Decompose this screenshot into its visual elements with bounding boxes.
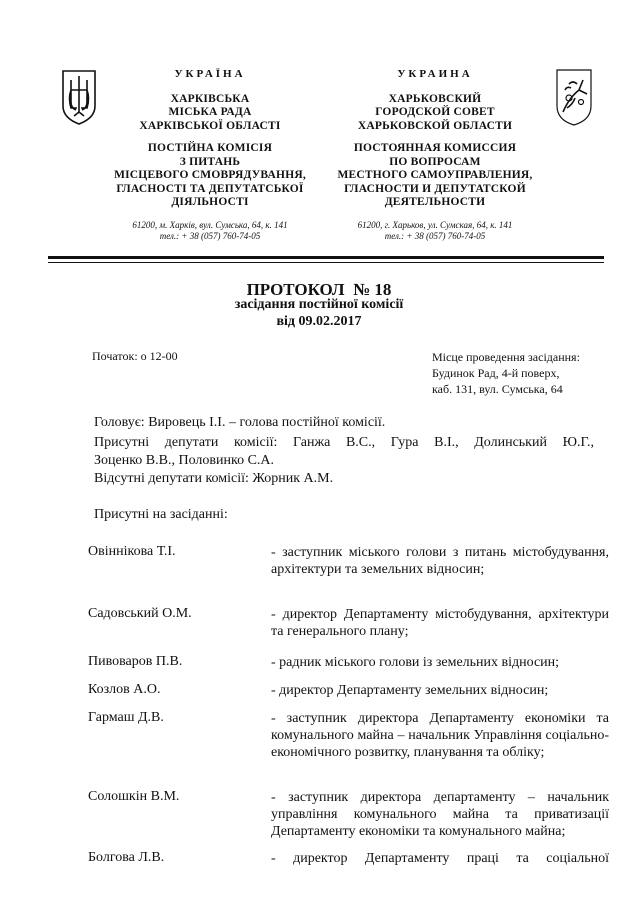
start-time: Початок: о 12-00: [92, 349, 178, 363]
commission-line: МЕСТНОГО САМОУПРАВЛЕНИЯ,: [337, 169, 533, 181]
attendee-role: - заступник директора департаменту – начальник управління комунального майна та приватизації Департаменту економіки та комунального майна;: [271, 790, 609, 839]
protocol-title: ПРОТОКОЛ № 18: [246, 280, 392, 299]
header-right: [330, 68, 540, 242]
commission-line: МІСЦЕВОГО СМОВРЯДУВАННЯ,: [114, 169, 306, 181]
commission-line: ДЕЯТЕЛЬНОСТИ: [384, 196, 486, 208]
council-line: ХАРЬКОВСКОЙ ОБЛАСТИ: [357, 119, 513, 132]
place-line: Будинок Рад, 4-й поверх,: [432, 366, 560, 380]
protocol-subtitle: засідання постійної комісії: [234, 297, 404, 312]
commission-line: ПО ВОПРОСАМ: [389, 155, 481, 168]
council-line: ХАРКІВСЬКА: [170, 92, 250, 105]
protocol-date: від 09.02.2017: [276, 314, 362, 329]
council-name-ru: [330, 93, 540, 134]
country-name-ru: УКРАИНА: [397, 68, 473, 80]
attendee-role: - директор Департаменту праці та соціальної: [271, 851, 609, 866]
attendee-role: - директор Департаменту земельних відносин;: [271, 683, 549, 698]
commission-name-uk: [110, 142, 310, 210]
address-ru: 61200, г. Харьков, ул. Сумская, 64, к. 141: [357, 219, 513, 230]
attendee-name: Солошкін В.М.: [88, 789, 180, 804]
commission-name-ru: [330, 142, 540, 210]
commission-line: ДІЯЛЬНОСТІ: [171, 196, 249, 208]
council-line: МІСЬКА РАДА: [168, 106, 252, 118]
kharkiv-coat-of-arms-icon: [555, 68, 593, 126]
header-divider-thin: [48, 262, 604, 263]
chair-line: Головує: Вировець І.І. – голова постійної комісії.: [94, 415, 386, 430]
commission-line: З ПИТАНЬ: [179, 155, 241, 168]
present-deputies-line: Присутні депутати комісії: Ганжа В.С., Гура В.І., Долинський Ю.Г.,: [94, 435, 594, 450]
header-divider: [48, 256, 604, 259]
commission-line: ПОСТОЯННАЯ КОМИССИЯ: [353, 142, 517, 154]
ukraine-trident-icon: [60, 68, 98, 126]
meeting-place: [432, 349, 580, 397]
attendee-name: Овіннікова Т.І.: [88, 544, 176, 559]
council-name-uk: [110, 93, 310, 134]
header-left: [110, 68, 310, 242]
country-name-uk: УКРАЇНА: [174, 68, 246, 80]
attendee-name: Пивоваров П.В.: [88, 654, 183, 669]
absent-deputies-line: Відсутні депутати комісії: Жорник А.М.: [94, 471, 334, 486]
council-line: ХАРЬКОВСКИЙ: [388, 92, 482, 105]
attendee-role: - директор Департаменту містобудування, архітектури та генерального плану;: [271, 607, 609, 639]
commission-line: ГЛАСНОСТИ И ДЕПУТАТСКОЙ: [344, 182, 526, 195]
attendee-name: Болгова Л.В.: [88, 850, 165, 865]
phone-uk: тел.: + 38 (057) 760-74-05: [159, 230, 261, 241]
place-line: Місце проведення засідання:: [432, 350, 580, 364]
attendee-role: - заступник міського голови з питань містобудування, архітектури та земельних відносин;: [271, 545, 609, 577]
attendee-name: Гармаш Д.В.: [88, 710, 164, 725]
place-line: каб. 131, вул. Сумська, 64: [432, 382, 563, 396]
attendee-role: - радник міського голови із земельних відносин;: [271, 655, 560, 670]
present-deputies-line: Зоценко В.В., Половинко С.А.: [94, 453, 275, 468]
attendee-name: Садовський О.М.: [88, 606, 192, 621]
attending-heading: Присутні на засіданні:: [94, 507, 228, 522]
commission-line: ГЛАСНОСТІ ТА ДЕПУТАТСЬКОЇ: [116, 182, 304, 195]
phone-ru: тел.: + 38 (057) 760-74-05: [384, 230, 486, 241]
commission-line: ПОСТІЙНА КОМІСІЯ: [147, 142, 273, 154]
attendee-name: Козлов А.О.: [88, 682, 161, 697]
address-uk: 61200, м. Харків, вул. Сумська, 64, к. 141: [132, 219, 288, 230]
attendee-role: - заступник директора Департаменту економіки та комунального майна – начальник Управління соціально-економічного розвитку, планування та обліку;: [271, 711, 609, 760]
council-line: ХАРКІВСЬКОЇ ОБЛАСТІ: [139, 119, 281, 132]
council-line: ГОРОДСКОЙ СОВЕТ: [375, 106, 495, 118]
